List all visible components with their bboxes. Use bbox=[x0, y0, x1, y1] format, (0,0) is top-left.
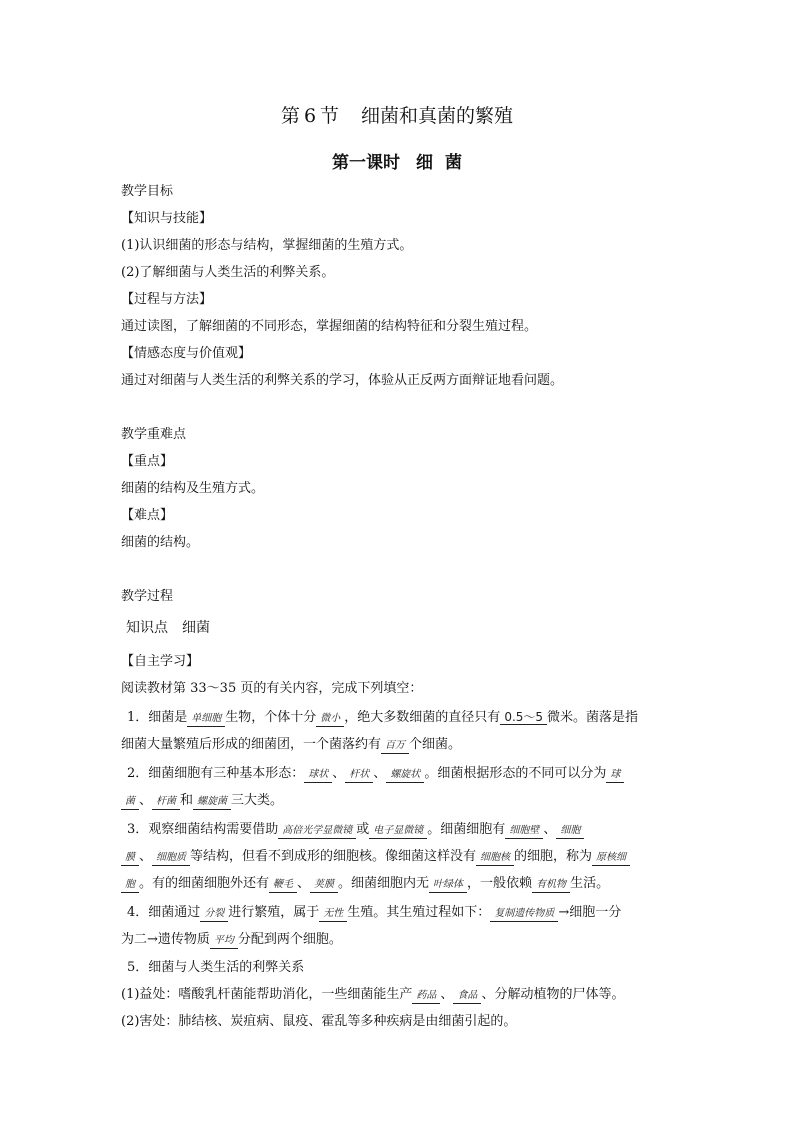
q1-text-f: 细菌大量繁殖后形成的细菌团，一个菌落约有 bbox=[121, 737, 382, 752]
q5a-text-a: (1)益处：嗜酸乳杆菌能帮助消化，一些细菌能生产 bbox=[121, 987, 413, 1002]
q4-text-g: 分配到两个细胞。 bbox=[237, 932, 342, 947]
q2-blank-7: 螺旋菌 bbox=[193, 795, 231, 810]
q3-blank-5: 膜 bbox=[121, 851, 139, 866]
process-item: 通过读图，了解细菌的不同形态，掌握细菌的结构特征和分裂生殖过程。 bbox=[121, 319, 538, 334]
question-3-line-1 bbox=[121, 821, 681, 839]
q2-sep-2: 、 bbox=[373, 766, 387, 781]
emotion-heading: 【情感态度与价值观】 bbox=[121, 346, 252, 361]
q3-text-e: 等结构，但看不到成形的细胞核。像细菌这样没有 bbox=[190, 849, 477, 864]
q3-blank-13: 有机物 bbox=[532, 878, 570, 893]
knowledge-item-1: (1)认识细菌的形态与结构，掌握细菌的生殖方式。 bbox=[121, 238, 413, 253]
key-heading: 【重点】 bbox=[121, 454, 174, 469]
q2-text-c: 。细菌根据形态的不同可以分为 bbox=[424, 766, 607, 781]
difficulty-item: 细菌的结构。 bbox=[121, 535, 200, 550]
reading-instruction: 阅读教材第 33～35 页的有关内容，完成下列填空： bbox=[121, 681, 423, 696]
q3-blank-11: 荚膜 bbox=[310, 878, 338, 893]
section-goal-heading: 教学目标 bbox=[121, 184, 174, 199]
question-4-line-2 bbox=[121, 931, 681, 949]
q4-blank-2: 无性 bbox=[319, 907, 347, 922]
subtitle-char-1: 细 bbox=[416, 153, 433, 173]
self-study-heading: 【自主学习】 bbox=[121, 654, 200, 669]
q3-text-h: 。细菌细胞内无 bbox=[338, 876, 430, 891]
q2-text-d: 和 bbox=[180, 793, 194, 808]
title-prefix: 第 bbox=[280, 105, 300, 127]
q4-text-f: 为二→遗传物质 bbox=[121, 932, 210, 947]
q3-blank-4: 细胞 bbox=[556, 824, 584, 839]
q5a-blank-2: 食品 bbox=[453, 989, 481, 1004]
q2-blank-1: 球状 bbox=[304, 768, 332, 783]
question-5-heading bbox=[121, 959, 681, 977]
q4-blank-3: 复制遗传物质 bbox=[490, 907, 558, 922]
knowledge-heading: 【知识与技能】 bbox=[121, 211, 213, 226]
question-1-line-2 bbox=[121, 736, 681, 754]
q2-blank-6: 杆菌 bbox=[152, 795, 180, 810]
q3-sep-1: 、 bbox=[543, 822, 557, 837]
question-2-line-2 bbox=[121, 792, 681, 810]
q3-text-i: ，一般依赖 bbox=[467, 876, 533, 891]
q3-blank-12: 叶绿体 bbox=[429, 878, 467, 893]
q3-blank-7: 细胞核 bbox=[476, 851, 514, 866]
q2-blank-5: 菌 bbox=[121, 795, 139, 810]
q4-text-c: 进行繁殖，属于 bbox=[228, 905, 320, 920]
q2-sep-3: 、 bbox=[139, 793, 153, 808]
q4-blank-4: 平均 bbox=[210, 934, 238, 949]
q3-text-f: 的细胞，称为 bbox=[514, 849, 593, 864]
q1-text-e: 微米。菌落是指 bbox=[547, 710, 639, 725]
key-item: 细菌的结构及生殖方式。 bbox=[121, 481, 265, 496]
q3-text-j: 生活。 bbox=[570, 876, 610, 891]
subtitle bbox=[0, 148, 794, 173]
q3-blank-6: 细胞质 bbox=[152, 851, 190, 866]
q3-text-g: 。有的细菌细胞外还有 bbox=[139, 876, 270, 891]
q1-blank-4: 百万 bbox=[381, 739, 409, 754]
q1-text-d: ，绝大多数细菌的直径只有 bbox=[344, 710, 501, 725]
q1-text-c: 生物，个体十分 bbox=[225, 710, 317, 725]
q5-text: 5．细菌与人类生活的利弊关系 bbox=[127, 960, 305, 975]
q1-blank-3: 0.5～5 bbox=[500, 710, 547, 725]
q1-text-a: 1．细菌是 bbox=[127, 710, 188, 725]
knowledge-item-2: (2)了解细菌与人类生活的利弊关系。 bbox=[121, 265, 335, 280]
q3-text-c: 或 bbox=[356, 822, 370, 837]
q3-text-a: 3．观察细菌结构需要借助 bbox=[127, 822, 279, 837]
q4-text-e: →细胞一分 bbox=[558, 905, 622, 920]
question-3-line-2 bbox=[121, 848, 681, 866]
question-2-line-1 bbox=[121, 765, 681, 783]
q1-text-g: 个细菌。 bbox=[409, 737, 462, 752]
q2-text-a: 2．细菌细胞有三种基本形态： bbox=[127, 766, 305, 781]
q3-blank-10: 鞭毛 bbox=[269, 878, 297, 893]
q3-blank-1: 高倍光学显微镜 bbox=[278, 824, 356, 839]
q2-text-e: 三大类。 bbox=[231, 793, 284, 808]
q3-blank-8: 原核细 bbox=[592, 851, 630, 866]
title-number: 6 bbox=[303, 105, 317, 127]
q3-text-d: 。细菌细胞有 bbox=[427, 822, 506, 837]
question-5-benefit bbox=[121, 986, 681, 1004]
q1-blank-1: 单细胞 bbox=[187, 712, 225, 727]
page-title bbox=[0, 101, 794, 128]
q3-blank-9: 胞 bbox=[121, 878, 139, 893]
question-3-line-3 bbox=[121, 875, 681, 893]
q3-blank-2: 电子显微镜 bbox=[369, 824, 427, 839]
title-suffix: 节 bbox=[320, 105, 340, 127]
q5a-text-c: 、分解动植物的尸体等。 bbox=[481, 987, 625, 1002]
knowledge-point-topic: 细菌 bbox=[182, 620, 210, 636]
q4-text-d: 生殖。其生殖过程如下： bbox=[347, 905, 491, 920]
q3-sep-3: 、 bbox=[297, 876, 311, 891]
knowledge-point-label: 知识点 bbox=[126, 620, 168, 636]
q5a-sep-1: 、 bbox=[440, 987, 454, 1002]
q2-sep-1: 、 bbox=[332, 766, 346, 781]
section-key-heading: 教学重难点 bbox=[121, 427, 187, 442]
process-heading: 【过程与方法】 bbox=[121, 292, 213, 307]
q5a-blank-1: 药品 bbox=[412, 989, 440, 1004]
q2-blank-4: 球 bbox=[606, 768, 624, 783]
difficulty-heading: 【难点】 bbox=[121, 508, 174, 523]
question-1-line-1 bbox=[121, 709, 681, 727]
q2-blank-3: 螺旋状 bbox=[386, 768, 424, 783]
q4-text-a: 4．细菌通过 bbox=[127, 905, 201, 920]
question-5-harm: (2)害处：肺结核、炭疽病、鼠疫、霍乱等多种疾病是由细菌引起的。 bbox=[121, 1014, 517, 1029]
q4-blank-1: 分裂 bbox=[200, 907, 228, 922]
emotion-item: 通过对细菌与人类生活的利弊关系的学习，体验从正反两方面辩证地看问题。 bbox=[121, 373, 564, 388]
q2-blank-2: 杆状 bbox=[345, 768, 373, 783]
q3-sep-2: 、 bbox=[139, 849, 153, 864]
q1-blank-2: 微小 bbox=[316, 712, 344, 727]
subtitle-lesson: 第一课时 bbox=[332, 153, 400, 173]
title-name: 细菌和真菌的繁殖 bbox=[361, 105, 514, 127]
knowledge-point bbox=[126, 619, 686, 637]
section-process-heading: 教学过程 bbox=[121, 589, 174, 604]
q3-blank-3: 细胞壁 bbox=[505, 824, 543, 839]
subtitle-char-2: 菌 bbox=[445, 153, 462, 173]
question-4-line-1 bbox=[121, 904, 681, 922]
